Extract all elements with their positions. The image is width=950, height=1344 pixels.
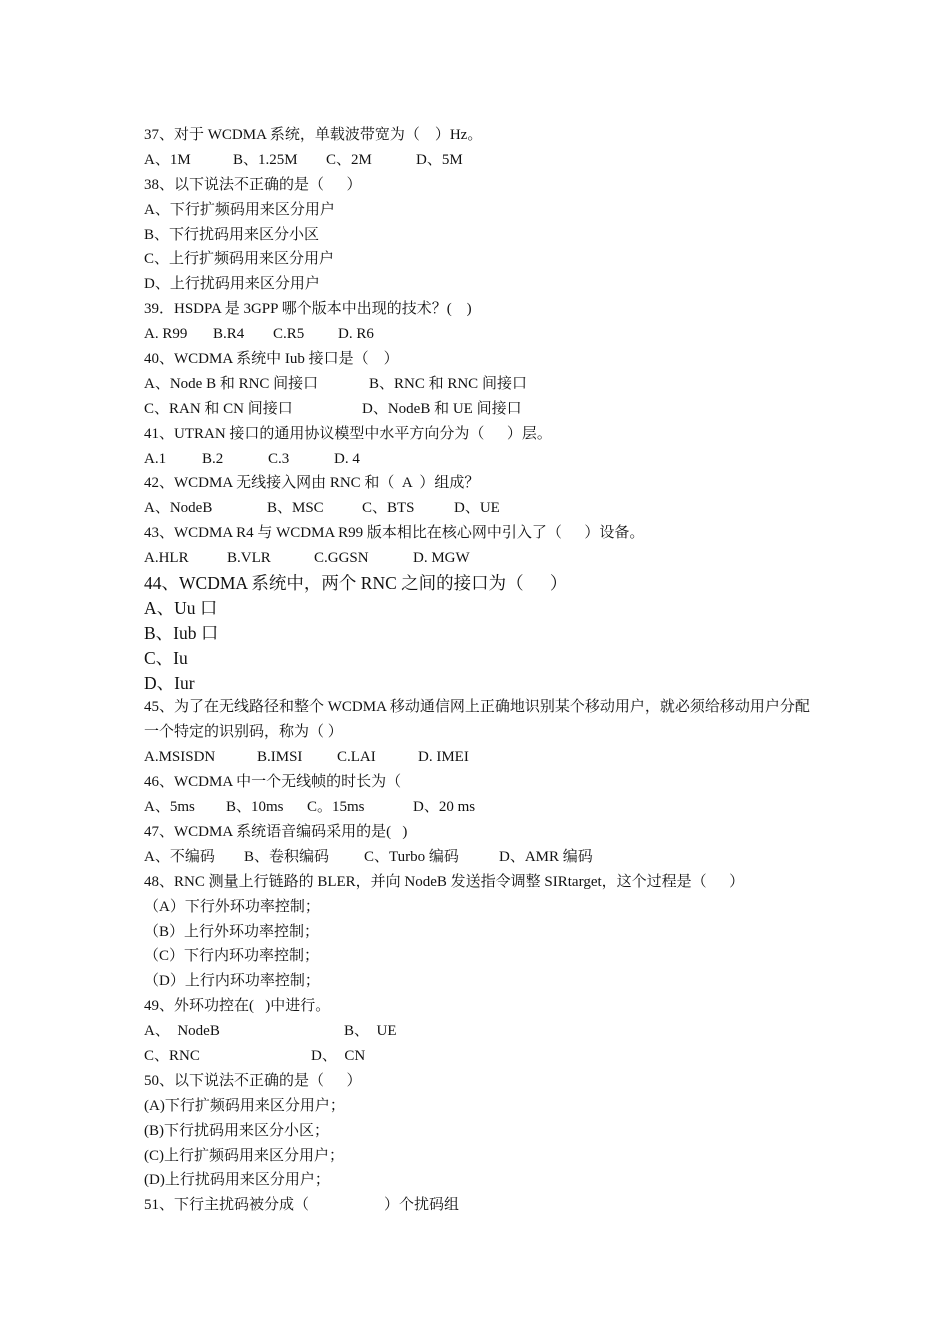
option-c: C、2M	[326, 151, 372, 168]
question-44-option-d: D、Iur	[144, 672, 195, 693]
question-48-option-b: （B）上行外环功率控制；	[144, 923, 320, 940]
option-a: A、NodeB	[144, 500, 213, 517]
question-38-option-c: C、上行扩频码用来区分用户	[144, 251, 335, 268]
question-43-options	[144, 546, 814, 571]
option-c: C。15ms	[307, 799, 365, 816]
option-a: A.1	[144, 450, 167, 467]
option-b: B.VLR	[227, 550, 271, 567]
question-40-stem: 40、WCDMA 系统中 Iub 接口是（ ）	[144, 351, 399, 368]
question-37-stem: 37、对于 WCDMA 系统，单载波带宽为（ ）Hz。	[144, 127, 483, 143]
option-a: A.MSISDN	[144, 749, 216, 766]
option-d: D、5M	[416, 151, 463, 168]
option-a: A.HLR	[144, 550, 189, 567]
option-a: A、5ms	[144, 799, 195, 816]
question-43-stem: 43、WCDMA R4 与 WCDMA R99 版本相比在核心网中引入了（ ）设备。	[144, 525, 645, 542]
question-51-stem: 51、下行主扰码被分成（ ）个扰码组	[144, 1197, 460, 1214]
question-39-stem: 39．HSDPA 是 3GPP 哪个版本中出现的技术？( )	[144, 301, 472, 318]
question-47-options	[144, 845, 814, 870]
option-c: C.R5	[273, 326, 305, 343]
question-48-option-a: （A）下行外环功率控制；	[144, 898, 320, 915]
option-c: C、RNC	[144, 1047, 200, 1064]
question-42-options	[144, 496, 814, 521]
option-d: D、AMR 编码	[499, 848, 593, 865]
question-44-option-a: A、Uu 口	[144, 597, 218, 618]
question-44-stem: 44、WCDMA 系统中，两个 RNC 之间的接口为（ ）	[144, 573, 568, 594]
question-49-options-cd	[144, 1044, 814, 1069]
question-39-options	[144, 322, 814, 347]
question-50-option-d: (D)上行扰码用来区分用户；	[144, 1172, 330, 1189]
option-b: B.R4	[213, 326, 245, 343]
option-b: B、1.25M	[233, 151, 298, 168]
option-b: B、 UE	[344, 1023, 397, 1040]
question-50-option-c: (C)上行扩频码用来区分用户；	[144, 1147, 344, 1164]
question-list	[144, 123, 814, 1218]
question-46-stem: 46、WCDMA 中一个无线帧的时长为（	[144, 774, 402, 791]
question-38-option-d: D、上行扰码用来区分用户	[144, 276, 320, 293]
question-45-stem: 45、为了在无线路径和整个 WCDMA 移动通信网上正确地识别某个移动用户，就必须给移动用户分配一个特定的识别码，称为（ ）	[144, 699, 810, 741]
option-a: A. R99	[144, 326, 188, 343]
option-d: D. R6	[338, 326, 374, 343]
option-d: D. 4	[334, 450, 360, 467]
question-50-option-a: (A)下行扩频码用来区分用户；	[144, 1097, 345, 1114]
question-45-options	[144, 745, 814, 770]
question-40-options-cd	[144, 397, 814, 422]
option-c: C.GGSN	[314, 550, 369, 567]
question-49-options-ab	[144, 1019, 814, 1044]
question-44-option-b: B、Iub 口	[144, 622, 219, 643]
question-38-option-a: A、下行扩频码用来区分用户	[144, 201, 335, 218]
question-41-stem: 41、UTRAN 接口的通用协议模型中水平方向分为（ ）层。	[144, 425, 552, 442]
question-48-option-d: （D）上行内环功率控制；	[144, 973, 320, 990]
option-b: B、RNC 和 RNC 间接口	[369, 375, 527, 392]
option-c: C、RAN 和 CN 间接口	[144, 400, 293, 417]
question-38-option-b: B、下行扰码用来区分小区	[144, 226, 320, 243]
option-b: B、卷积编码	[244, 848, 330, 865]
question-41-options	[144, 447, 814, 472]
option-d: D、NodeB 和 UE 间接口	[362, 400, 522, 417]
question-38-stem: 38、以下说法不正确的是（ ）	[144, 176, 362, 193]
option-d: D、20 ms	[413, 799, 476, 816]
option-b: B.2	[202, 450, 224, 467]
question-46-options	[144, 795, 814, 820]
option-d: D. MGW	[413, 550, 470, 567]
question-50-stem: 50、以下说法不正确的是（ ）	[144, 1072, 362, 1089]
option-a: A、不编码	[144, 848, 215, 865]
option-b: B、MSC	[267, 500, 324, 517]
option-c: C.3	[268, 450, 290, 467]
question-50-option-b: (B)下行扰码用来区分小区；	[144, 1122, 329, 1139]
option-a: A、1M	[144, 151, 191, 168]
question-44-option-c: C、Iu	[144, 647, 188, 668]
question-48-stem: 48、RNC 测量上行链路的 BLER，并向 NodeB 发送指令调整 SIRtarget，这个过程是（ ）	[144, 873, 745, 890]
question-42-stem: 42、WCDMA 无线接入网由 RNC 和（ A ）组成？	[144, 475, 480, 492]
question-40-options-ab	[144, 372, 814, 397]
option-c: C、Turbo 编码	[364, 848, 459, 865]
question-49-stem: 49、外环功控在( )中进行。	[144, 998, 331, 1015]
question-48-option-c: （C）下行内环功率控制；	[144, 948, 320, 965]
option-a: A、 NodeB	[144, 1023, 220, 1040]
option-d: D、 CN	[311, 1047, 366, 1064]
question-47-stem: 47、WCDMA 系统语音编码采用的是( )	[144, 823, 408, 840]
option-a: A、Node B 和 RNC 间接口	[144, 375, 319, 392]
option-c: C.LAI	[337, 749, 376, 766]
option-c: C、BTS	[362, 500, 415, 517]
option-b: B.IMSI	[257, 749, 303, 766]
question-37-options	[144, 148, 814, 173]
option-d: D. IMEI	[418, 749, 469, 766]
option-b: B、10ms	[226, 799, 284, 816]
option-d: D、UE	[454, 500, 500, 517]
